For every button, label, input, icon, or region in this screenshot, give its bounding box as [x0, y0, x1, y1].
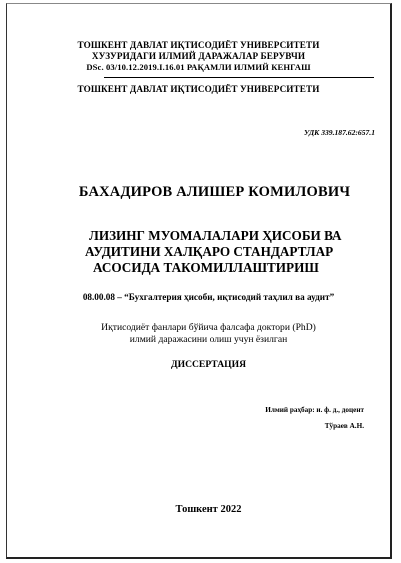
header-council-line: ХУЗУРИДАГИ ИЛМИЙ ДАРАЖАЛАР БЕРУВЧИ: [91, 51, 306, 61]
specialty-code: 08.00.08 – “Бухгалтерия ҳисоби, иқтисодий таҳлил ва аудит”: [82, 292, 335, 302]
city-year: Тошкент 2022: [175, 504, 242, 515]
header-divider: [104, 77, 374, 78]
document-page: [6, 3, 392, 559]
header-council-number: DSc. 03/10.12.2019.I.16.01 РАҚАМЛИ ИЛМИЙ КЕНГАШ: [86, 62, 311, 72]
header-university-line: ТОШКЕНТ ДАВЛАТ ИҚТИСОДИЁТ УНИВЕРСИТЕТИ: [77, 40, 320, 50]
author-name: БАХАДИРОВ АЛИШЕР КОМИЛОВИЧ: [78, 184, 351, 200]
supervisor-name: Тўраев А.Н.: [324, 422, 364, 430]
degree-line-1: Иқтисодиёт фанлари бўйича фалсафа доктори (PhD): [101, 322, 316, 333]
title-line-2: АУДИТИНИ ХАЛҚАРО СТАНДАРТЛАР: [85, 244, 334, 259]
supervisor-title: Илмий раҳбар: и. ф. д., доцент: [265, 406, 364, 414]
degree-line-2: илмий даражасини олиш учун ёзилган: [129, 334, 288, 345]
title-line-3: АСОСИДА ТАКОМИЛЛАШТИРИШ: [93, 260, 319, 275]
header-university-repeat: ТОШКЕНТ ДАВЛАТ ИҚТИСОДИЁТ УНИВЕРСИТЕТИ: [77, 84, 320, 94]
udk-code: УДК 339.187.62:657.1: [303, 128, 375, 137]
title-line-1: ЛИЗИНГ МУОМАЛАЛАРИ ҲИСОБИ ВА: [89, 228, 342, 243]
document-type: ДИССЕРТАЦИЯ: [171, 359, 246, 370]
